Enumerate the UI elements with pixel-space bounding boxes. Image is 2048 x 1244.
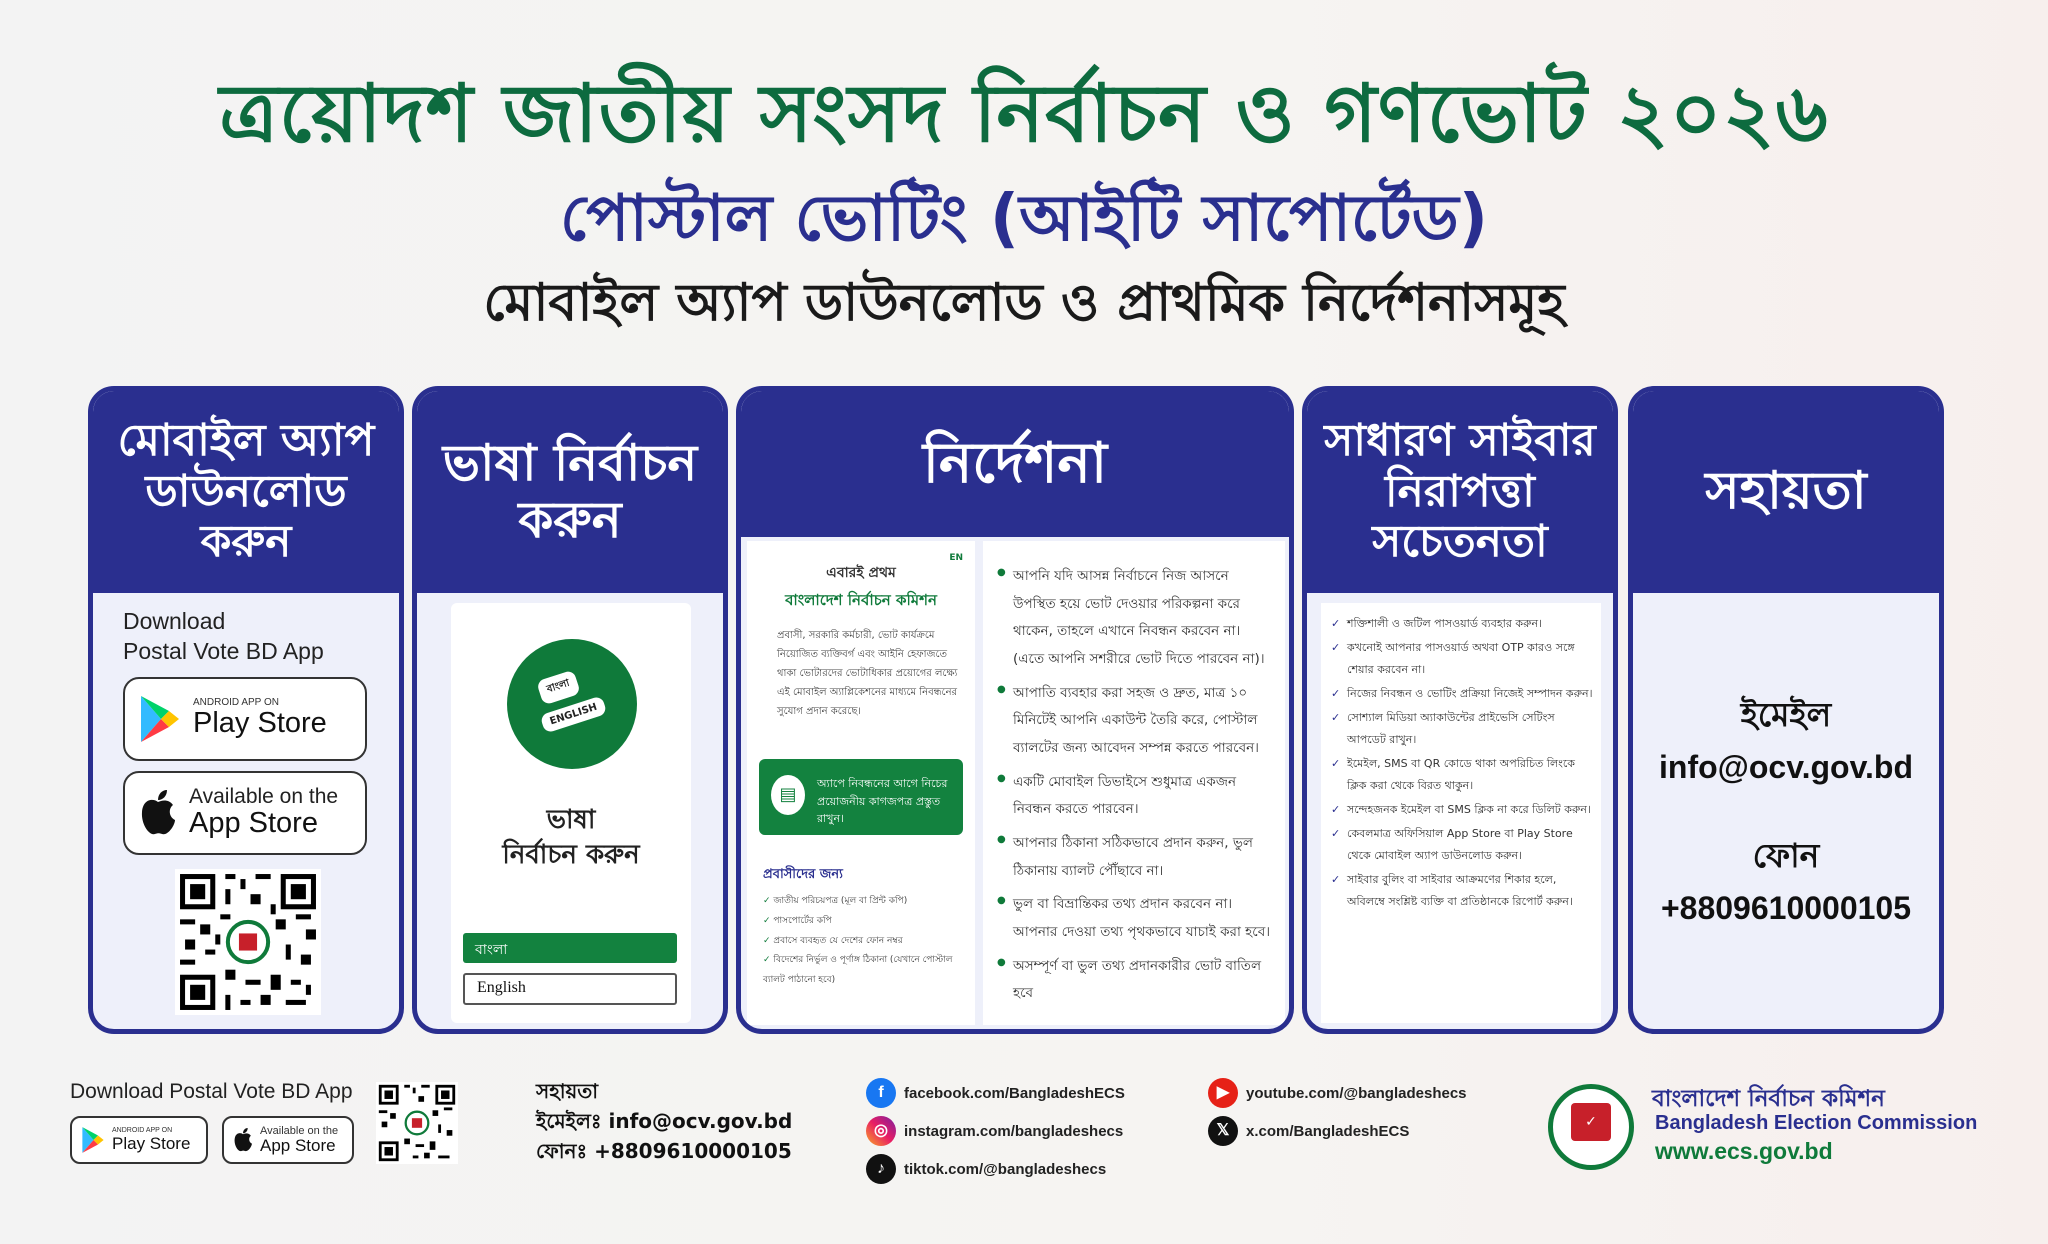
download-text-line1: Download bbox=[123, 608, 226, 634]
qr-code[interactable] bbox=[175, 869, 321, 1015]
expat-checklist bbox=[747, 886, 975, 991]
support-panel-heading: সহায়তা bbox=[1633, 391, 1939, 593]
play-store-icon bbox=[80, 1126, 106, 1154]
support-phone-link[interactable]: +8809610000105 bbox=[1660, 890, 1912, 926]
cyber-tip: ✓ সন্দেহজনক ইমেইল বা SMS ক্লিক না করে ডিলিট করুন। bbox=[1331, 799, 1593, 821]
footer-help-phone[interactable]: ফোনঃ +8809610000105 bbox=[536, 1139, 792, 1163]
download-panel bbox=[88, 386, 404, 1034]
instagram-link-text: instagram.com/bangladeshecs bbox=[904, 1122, 1124, 1140]
footer-play-small: ANDROID APP ON bbox=[112, 1126, 173, 1134]
apple-icon bbox=[137, 788, 179, 838]
youtube-icon: ▶ bbox=[1208, 1078, 1238, 1108]
cyber-tip: ✓ নিজের নিবন্ধন ও ভোটিং প্রক্রিয়া নিজেই সম্পাদন করুন। bbox=[1331, 683, 1593, 705]
footer-app-store-button[interactable] bbox=[222, 1116, 354, 1164]
documents-notice-text: অ্যাপে নিবন্ধনের আগে নিচের প্রয়োজনীয় কাগজপত্র প্রস্তুত রাখুন। bbox=[817, 777, 948, 826]
screen-title: এবারই প্রথম bbox=[826, 565, 896, 581]
facebook-icon: f bbox=[866, 1078, 896, 1108]
support-panel bbox=[1628, 386, 1944, 1034]
footer-play-store-button[interactable] bbox=[70, 1116, 208, 1164]
cyber-tip: ✓ সোশ্যাল মিডিয়া অ্যাকাউন্টের প্রাইভেসি সেটিংস আপডেট রাখুন। bbox=[1331, 707, 1593, 751]
language-icon bbox=[507, 639, 637, 769]
footer bbox=[0, 1070, 2048, 1244]
subtitle: পোস্টাল ভোটিং (আইটি সাপোর্টেড) bbox=[560, 182, 1488, 256]
app-store-small: Available on the bbox=[189, 785, 339, 809]
language-panel bbox=[412, 386, 728, 1034]
org-name-bangla: বাংলাদেশ নির্বাচন কমিশন bbox=[1652, 1086, 1885, 1112]
x-link-text: x.com/BangladeshECS bbox=[1246, 1122, 1410, 1140]
download-text-line2: Postal Vote BD App bbox=[123, 637, 324, 664]
instruction-item: ● আপনার ঠিকানা সঠিকভাবে প্রদান করুন, ভুল ঠিকানায় ব্যালট পৌঁছাবে না। bbox=[997, 830, 1273, 885]
instruction-item: ● অসম্পূর্ণ বা ভুল তথ্য প্রদানকারীর ভোট বাতিল হবে bbox=[997, 953, 1273, 1008]
app-store-button[interactable] bbox=[123, 771, 367, 855]
instructions-panel-heading: নির্দেশনা bbox=[741, 391, 1289, 537]
support-email-link[interactable]: info@ocv.gov.bd bbox=[1659, 749, 1913, 785]
email-label: ইমেইল bbox=[1740, 695, 1832, 734]
checklist-item: ✓ জাতীয় পরিচয়পত্র (মূল বা প্রিন্ট কপি) bbox=[763, 892, 965, 912]
language-card-english: ENGLISH bbox=[540, 695, 608, 733]
instruction-item: ● একটি মোবাইল ডিভাইসে শুধুমাত্র একজন নিবন্ধন করতে পারবেন। bbox=[997, 769, 1273, 824]
cyber-tip: ✓ শক্তিশালী ও জটিল পাসওয়ার্ড ব্যবহার করুন। bbox=[1331, 613, 1593, 635]
language-option-bangla[interactable]: বাংলা bbox=[463, 933, 677, 963]
instructions-list-box bbox=[983, 541, 1285, 1025]
instruction-item: ● ভুল বা বিভ্রান্তিকর তথ্য প্রদান করবেন না। আপনার দেওয়া তথ্য পৃথকভাবে যাচাই করা হবে। bbox=[997, 891, 1273, 946]
instructions-panel bbox=[736, 386, 1294, 1034]
facebook-link-text: facebook.com/BangladeshECS bbox=[904, 1084, 1125, 1102]
apple-icon bbox=[232, 1126, 254, 1154]
language-title-line2: নির্বাচন করুন bbox=[502, 840, 640, 871]
cyber-tip: ✓ ইমেইল, SMS বা QR কোডে থাকা অপরিচিত লিংকে ক্লিক করা থেকে বিরত থাকুন। bbox=[1331, 753, 1593, 797]
tiktok-link[interactable] bbox=[866, 1154, 1106, 1184]
app-store-label: App Store bbox=[189, 807, 318, 840]
footer-play-label: Play Store bbox=[112, 1133, 191, 1153]
download-text bbox=[123, 607, 399, 667]
document-icon: ▤ bbox=[771, 775, 805, 815]
screen-paragraph: প্রবাসী, সরকারি কর্মচারী, ভোট কার্যক্রমে নিয়োজিত ব্যক্তিবর্গ এবং আইনি হেফাজতে থাকা ভোটারদের ভোটাধিকার প্রয়োগের লক্ষ্যে এই মোবাইল অ্যাপ্লিকেশনের মাধ্যমে নিবন্ধনের সুযোগ প্রদান করেছে। bbox=[777, 630, 958, 717]
instagram-icon: ◎ bbox=[866, 1116, 896, 1146]
ecs-logo bbox=[1548, 1084, 1634, 1170]
tagline: মোবাইল অ্যাপ ডাউনলোড ও প্রাথমিক নির্দেশনাসমূহ bbox=[483, 273, 1565, 333]
instagram-link[interactable] bbox=[866, 1116, 1123, 1146]
footer-app-small: Available on the bbox=[260, 1124, 339, 1137]
cyber-tips-list bbox=[1331, 613, 1593, 913]
cyber-panel-heading: সাধারণ সাইবার নিরাপত্তা সচেতনতা bbox=[1307, 391, 1613, 593]
tiktok-link-text: tiktok.com/@bangladeshecs bbox=[904, 1160, 1107, 1178]
language-title-line1: ভাষা bbox=[546, 805, 596, 835]
documents-notice bbox=[759, 759, 963, 835]
play-store-button[interactable] bbox=[123, 677, 367, 761]
cyber-tip: ✓ সাইবার বুলিং বা সাইবার আক্রমণের শিকার হলে, অবিলম্বে সংশ্লিষ্ট ব্যক্তি বা প্রতিষ্ঠানকে রিপোর্ট করুন। bbox=[1331, 869, 1593, 913]
cyber-security-panel bbox=[1302, 386, 1618, 1034]
checklist-item: ✓ প্রবাসে ব্যবহৃত যে দেশের ফোন নম্বর bbox=[763, 932, 965, 952]
org-website-link[interactable]: www.ecs.gov.bd bbox=[1655, 1138, 1833, 1164]
support-contact bbox=[1633, 689, 1939, 927]
language-screen-title bbox=[451, 803, 691, 873]
language-panel-heading: ভাষা নির্বাচন করুন bbox=[417, 391, 723, 593]
language-card-bangla: বাংলা bbox=[536, 670, 581, 706]
play-store-small: ANDROID APP ON bbox=[193, 697, 279, 709]
cyber-tips-box bbox=[1321, 603, 1601, 1023]
footer-help-email[interactable]: ইমেইলঃ info@ocv.gov.bd bbox=[536, 1109, 793, 1133]
cyber-tip: ✓ কেবলমাত্র অফিসিয়াল App Store বা Play Store থেকে মোবাইল অ্যাপ ডাউনলোড করুন। bbox=[1331, 823, 1593, 867]
play-store-label: Play Store bbox=[193, 707, 327, 740]
instruction-item: ● আপনি যদি আসন্ন নির্বাচনে নিজ আসনে উপস্থিত হয়ে ভোট দেওয়ার পরিকল্পনা করে থাকেন, তাহলে এখানে নিবন্ধন করবেন না। (এতে আপনি সশরীরে ভোট দিতে পারবেন না)। bbox=[997, 563, 1273, 674]
checklist-item: ✓ বিদেশের নির্ভুল ও পূর্ণাঙ্গ ঠিকানা (যেখানে পোস্টাল ব্যালট পাঠানো হবে) bbox=[763, 951, 965, 991]
footer-help-label: সহায়তা bbox=[536, 1079, 599, 1103]
app-screen-preview bbox=[747, 541, 975, 1025]
youtube-link[interactable] bbox=[1208, 1078, 1467, 1108]
phone-label: ফোন bbox=[1752, 836, 1820, 875]
instruction-item: ● আপাতি ব্যবহার করা সহজ ও দ্রুত, মাত্র ১০ মিনিটেই আপনি একাউন্ট তৈরি করে, পোস্টাল ব্যালটের জন্য আবেদন সম্পন্ন করতে পারবেন। bbox=[997, 680, 1273, 763]
language-screen bbox=[451, 603, 691, 1023]
download-panel-heading: মোবাইল অ্যাপ ডাউনলোড করুন bbox=[93, 391, 399, 593]
ballot-box-icon: ✓ bbox=[1571, 1103, 1611, 1141]
footer-qr-code[interactable] bbox=[376, 1082, 458, 1164]
language-option-english[interactable]: English bbox=[463, 973, 677, 1005]
expat-label: প্রবাসীদের জন্য bbox=[763, 867, 843, 882]
instructions-list bbox=[997, 563, 1273, 1008]
main-title: ত্রয়োদশ জাতীয় সংসদ নির্বাচন ও গণভোট ২০২৬ bbox=[219, 67, 1829, 160]
cyber-tip: ✓ কখনোই আপনার পাসওয়ার্ড অথবা OTP কারও সঙ্গে শেয়ার করবেন না। bbox=[1331, 637, 1593, 681]
footer-download-label: Download Postal Vote BD App bbox=[70, 1080, 353, 1103]
play-store-icon bbox=[137, 694, 183, 744]
screen-org: বাংলাদেশ নির্বাচন কমিশন bbox=[785, 591, 937, 609]
youtube-link-text: youtube.com/@bangladeshecs bbox=[1246, 1084, 1467, 1102]
footer-help bbox=[536, 1076, 792, 1166]
language-toggle[interactable]: EN bbox=[949, 553, 963, 563]
facebook-link[interactable] bbox=[866, 1078, 1125, 1108]
tiktok-icon: ♪ bbox=[866, 1154, 896, 1184]
checklist-item: ✓ পাসপোর্টের কপি bbox=[763, 912, 965, 932]
org-name-english: Bangladesh Election Commission bbox=[1655, 1112, 1978, 1134]
x-link[interactable] bbox=[1208, 1116, 1409, 1146]
x-icon: 𝕏 bbox=[1208, 1116, 1238, 1146]
footer-app-label: App Store bbox=[260, 1135, 336, 1155]
